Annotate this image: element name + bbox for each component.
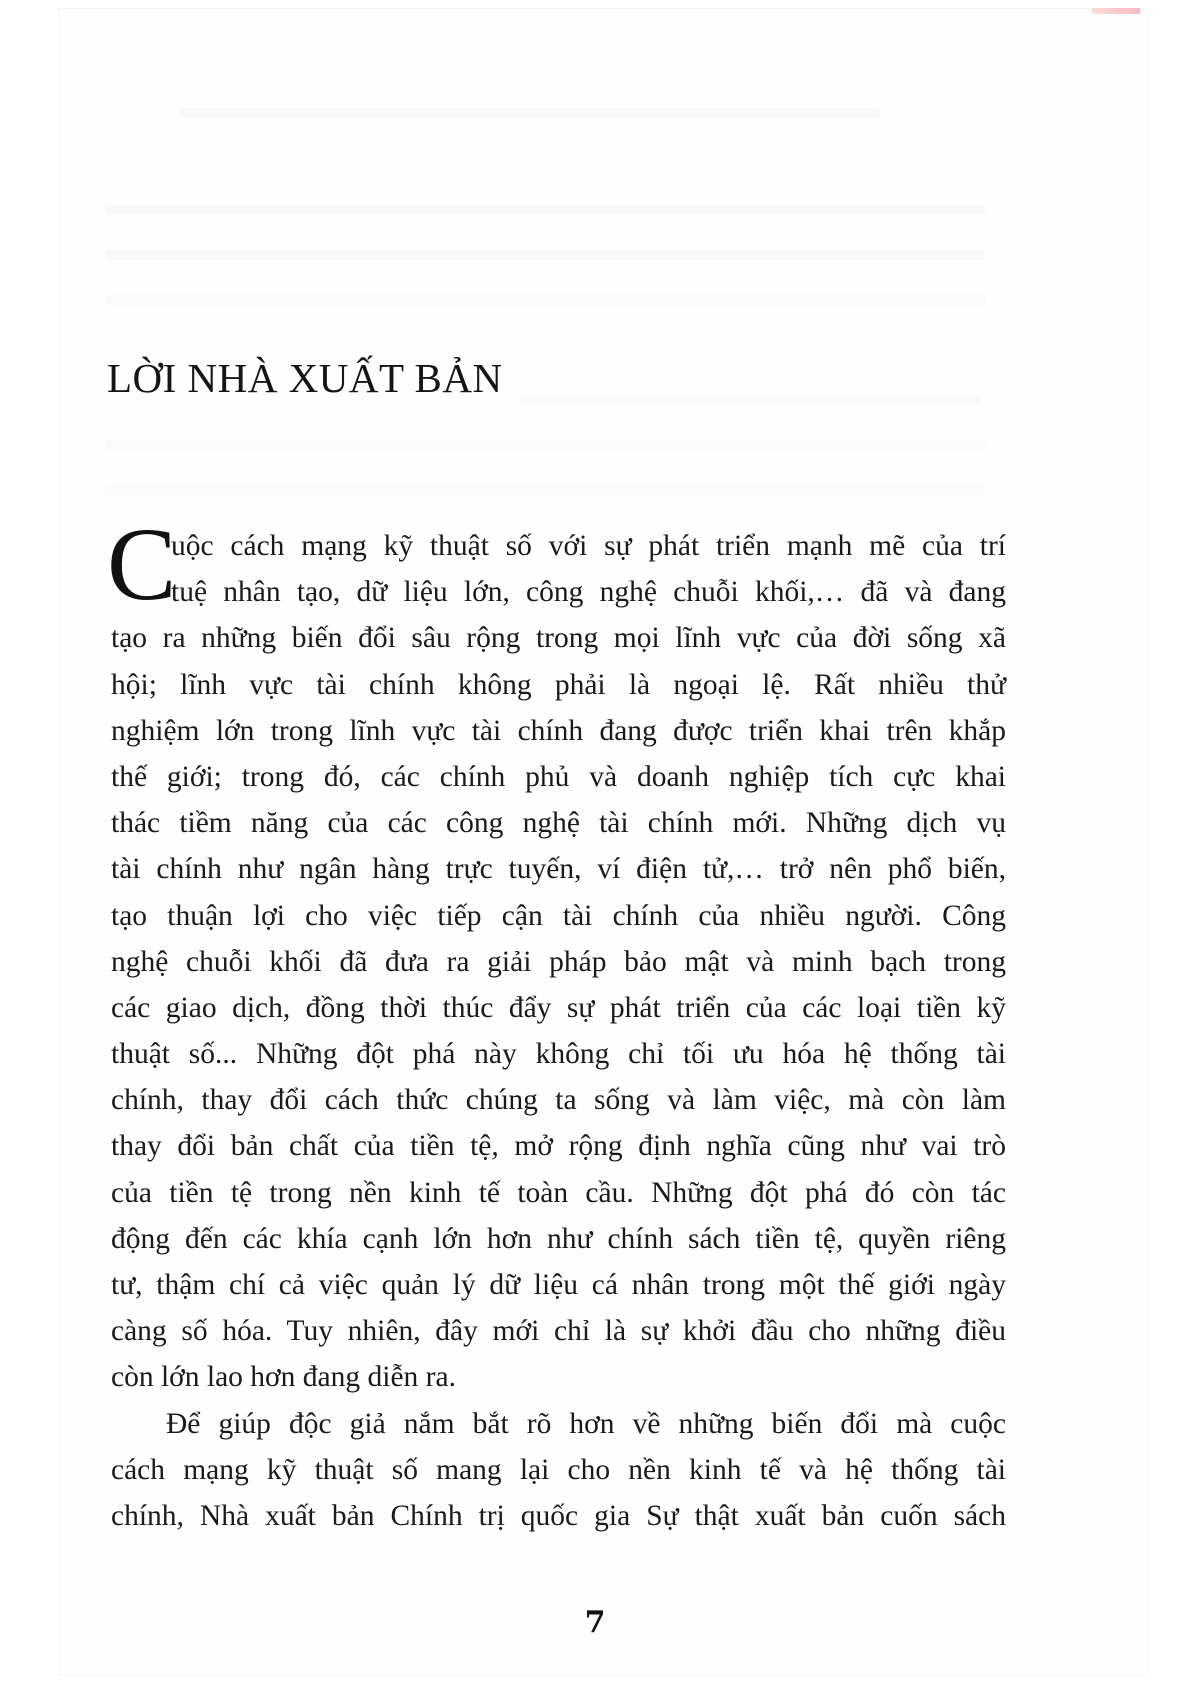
show-through-line [105,440,985,450]
text-line: thác tiềm năng của các công nghệ tài chính mới. Những dịch vụ [111,807,1006,840]
scan-edge-mark [1092,8,1140,14]
text-line: nghiệm lớn trong lĩnh vực tài chính đang được triển khai trên khắp [111,714,1006,747]
text-line: thuật số... Những đột phá này không chỉ tối ưu hóa hệ thống tài [111,1038,1006,1071]
show-through-line [180,108,880,118]
show-through-line [520,395,980,405]
text-line: cách mạng kỹ thuật số mang lại cho nền kinh tế và hệ thống tài [111,1453,1006,1486]
show-through-line [105,250,985,260]
text-line: nghệ chuỗi khối đã đưa ra giải pháp bảo mật và minh bạch trong [111,945,1006,978]
body-text [107,507,1006,1539]
text-line: tài chính như ngân hàng trực tuyến, ví điện tử,… trở nên phổ biến, [111,853,1006,886]
text-line: các giao dịch, đồng thời thúc đẩy sự phát triển của các loại tiền kỹ [111,991,1006,1024]
text-line: càng số hóa. Tuy nhiên, đây mới chỉ là sự khởi đầu cho những điều [111,1315,1006,1348]
show-through-line [105,485,985,495]
show-through-line [105,295,985,305]
text-line: còn lớn lao hơn đang diễn ra. [111,1361,456,1394]
text-line: tuệ nhân tạo, dữ liệu lớn, công nghệ chuỗi khối,… đã và đang [171,576,1006,609]
text-line: động đến các khía cạnh lớn hơn như chính sách tiền tệ, quyền riêng [111,1222,1006,1255]
text-line: Để giúp độc giả nắm bắt rõ hơn về những biến đổi mà cuộc [166,1407,1006,1440]
text-line: hội; lĩnh vực tài chính không phải là ngoại lệ. Rất nhiều thử [111,668,1006,701]
page-number: 7 [584,1605,606,1640]
text-line: thay đổi bản chất của tiền tệ, mở rộng định nghĩa cũng như vai trò [111,1130,1006,1163]
text-line: chính, Nhà xuất bản Chính trị quốc gia Sự thật xuất bản cuốn sách [111,1499,1006,1532]
text-line: tạo ra những biến đổi sâu rộng trong mọi lĩnh vực của đời sống xã [111,622,1006,655]
paragraph-1 [107,507,1006,1401]
text-line: uộc cách mạng kỹ thuật số với sự phát triển mạnh mẽ của trí [171,530,1006,562]
text-line: thế giới; trong đó, các chính phủ và doanh nghiệp tích cực khai [111,760,1006,793]
paragraph-2 [111,1401,1006,1540]
page-title: LỜI NHÀ XUẤT BẢN [107,355,503,401]
text-line: của tiền tệ trong nền kinh tế toàn cầu. Những đột phá đó còn tác [111,1176,1006,1209]
show-through-line [105,205,985,215]
text-line: tư, thậm chí cả việc quản lý dữ liệu cá nhân trong một thế giới ngày [111,1269,1006,1301]
text-line: chính, thay đổi cách thức chúng ta sống và làm việc, mà còn làm [111,1084,1006,1117]
text-line: tạo thuận lợi cho việc tiếp cận tài chính của nhiều người. Công [111,899,1006,932]
drop-cap: C [107,507,177,622]
